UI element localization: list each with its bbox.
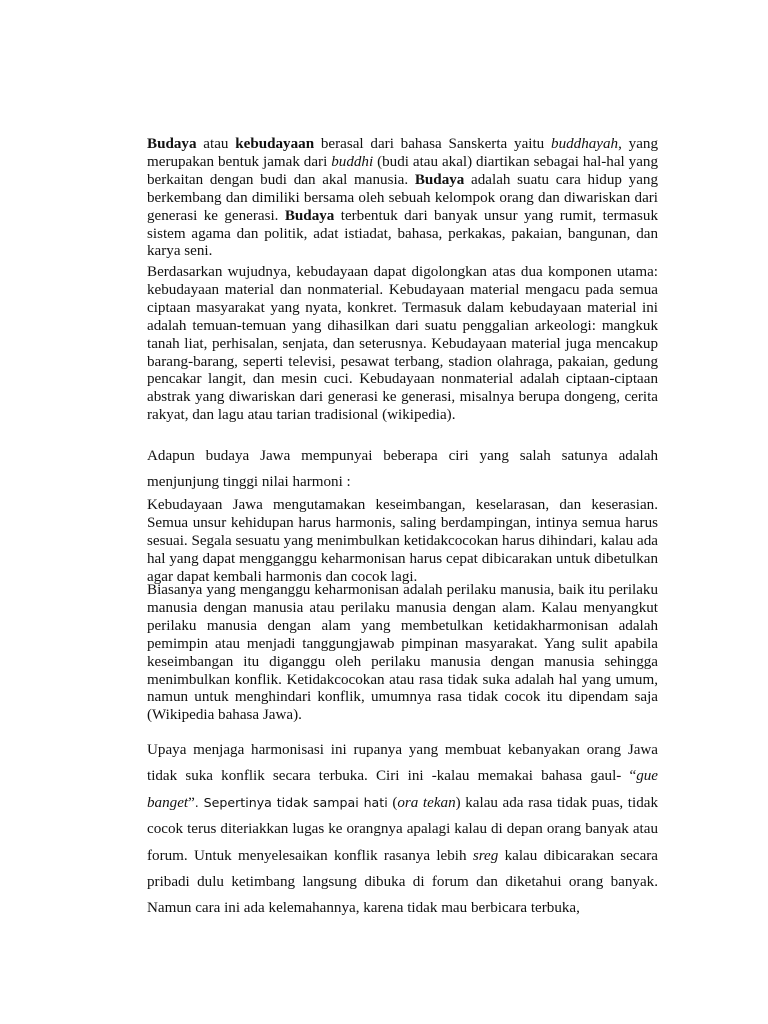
phrase-sampai-hati: . Sepertinya tidak sampai hati: [194, 794, 388, 810]
term-budaya-3: Budaya: [284, 207, 335, 224]
paragraph-budaya-definition: Budaya atau kebudayaan berasal dari bahasa Sanskerta yaitu buddhayah, yang merupakan bentuk jamak dari buddhi (budi atau akal) diartikan sebagai hal-hal yang berkaitan dengan budi dan akal manusia. Budaya adalah suatu cara hidup yang berkembang dan dimiliki bersama oleh sebuah kelompok orang dan diwariskan dari generasi ke generasi. Budaya terbentuk dari banyak unsur yang rumit, termasuk sistem agama dan politik, adat istiadat, bahasa, perkakas, pakaian, bangunan, dan karya seni.: [147, 136, 659, 260]
phrase-gue-banget: gue banget: [147, 768, 658, 811]
term-budaya: Budaya: [147, 136, 197, 152]
paragraph-ciri-budaya-jawa: Adapun budaya Jawa mempunyai beberapa ciri yang salah satunya adalah menjunjung tinggi nilai harmoni :: [147, 448, 658, 491]
paragraph-keharmonisan: Biasanya yang menganggu keharmonisan adalah perilaku manusia, baik itu perilaku manusia dengan manusia atau perilaku manusia dengan alam. Kalau menyangkut perilaku manusia dengan alam yang membetulkan ketidakharmonisan adalah pemimpin atau menjadi tanggungjawab pimpinan masyarakat. Yang sulit apabila keseimbangan itu diganggu oleh perilaku manusia dengan manusia sehingga menimbulkan konflik. Ketidakcocokan atau rasa tidak suka adalah hal yang umum, namun untuk menghindari konflik, umumnya rasa tidak cocok itu dipendam saja (Wikipedia bahasa Jawa).: [147, 582, 658, 724]
paragraph-kebudayaan-components: Berdasarkan wujudnya, kebudayaan dapat digolongkan atas dua komponen utama: kebudayaan material dan nonmaterial. Kebudayaan material mengacu pada semua ciptaan masyarakat yang nyata, konkret. Termasuk dalam kebudayaan material ini adalah temuan-temuan yang dihasilkan dari suatu penggalian arkeologi: mangkuk tanah liat, perhisalan, senjata, dan seterusnya. Kebudayaan material juga mencakup barang-barang, seperti televisi, pesawat terbang, stadion olahraga, pakaian, gedung pencakar langit, dan mesin cuci. Kebudayaan nonmaterial adalah ciptaan-ciptaan abstrak yang diwariskan dari generasi ke generasi, misalnya berupa dongeng, cerita rakyat, dan lagu atau tarian tradisional (wikipedia).: [147, 264, 658, 424]
term-buddhayah: buddhayah: [551, 136, 619, 152]
paragraph-konflik: Upaya menjaga harmonisasi ini rupanya yang membuat kebanyakan orang Jawa tidak suka konflik secara terbuka. Ciri ini -kalau memakai bahasa gaul- “gue banget”. Sepertinya tidak sampai hati (ora tekan) kalau ada rasa tidak puas, tidak cocok terus diteriakkan lugas ke orangnya apalagi kalau di depan orang banyak atau forum. Untuk menyelesaikan konflik rasanya lebih sreg kalau dibicarakan secara pribadi dulu ketimbang langsung dibuka di forum dan diketahui orang banyak. Namun cara ini ada kelemahannya, karena tidak mau berbicara terbuka,: [147, 742, 659, 917]
term-sreg: sreg: [472, 847, 499, 864]
term-buddhi: buddhi: [331, 153, 374, 170]
phrase-ora-tekan: ora tekan: [397, 794, 456, 811]
term-budaya-2: Budaya: [414, 171, 465, 188]
paragraph-keseimbangan: Kebudayaan Jawa mengutamakan keseimbangan, keselarasan, dan keserasian. Semua unsur kehidupan harus harmonis, saling berdampingan, intinya semua harus sesuai. Segala sesuatu yang menimbulkan ketidakcocokan harus dihindari, kalau ada hal yang dapat mengganggu keharmonisan harus cepat dibicarakan untuk dibetulkan agar dapat kembali harmonis dan cocok lagi.: [147, 497, 658, 585]
term-kebudayaan: kebudayaan: [235, 136, 315, 152]
